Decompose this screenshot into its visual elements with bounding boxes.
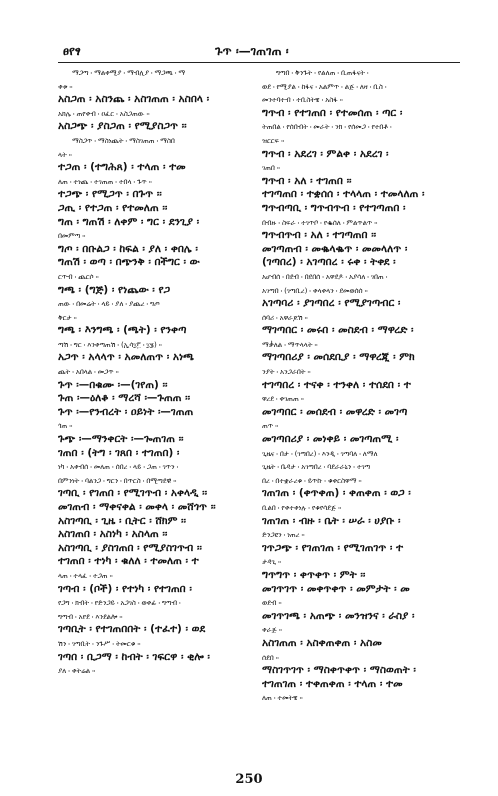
entry-text-line: ማስጋጥ ፡ ማስነጨት ፡ ማስገጠጠ ፡ ማስበ <box>72 135 175 145</box>
entry-text-line: ግጣብ ፡ አየደ ፡ እንደልሎ ፡፡ <box>58 611 123 621</box>
entry-text-line: ወደብ ፡፡ <box>262 598 282 608</box>
entry-text-line: ድንጋዩን ፡ ነጠረ ፡፡ <box>262 530 305 540</box>
entry-headword-line: አስጋጭ ፡ ያስጋጠ ፡ የሚያስጋጥ ፡፡ <box>58 120 187 133</box>
entry-text-line: ያለ ፡ ቀትሬል ፡፡ <box>58 666 96 676</box>
entry-text-line: አሆብሰ ፡ በደብ ፡ በደበሰ ፡ አዋደዶ ፡ አያሳለ ፡ ገበጠ ፡ <box>262 271 388 281</box>
running-head-left: ፀየፃ <box>63 44 81 58</box>
entry-headword-line: ገጠገጠ ፡ (ቀጥቀጠ) ፡ ቀጠቀጠ ፡ ወጋ ፡ <box>262 487 411 500</box>
entry-text-line: ቀቱ ፡፡ <box>58 81 73 91</box>
entry-headword-line: ተገጣበረ ፡ ተናቀ ፡ ተንቀለ ፡ ተሰደበ ፡ ተ <box>262 378 411 391</box>
entry-text-line: ጣሽ ፡ ግር ፡ እንቀጣጠሽ ፡ (ኢሳ፲፫ ፡ ፲፮) ፡፡ <box>58 339 162 349</box>
page-number: 250 <box>235 772 263 787</box>
entry-text-line: ጎጠ ፡፡ <box>58 421 73 431</box>
entry-headword-line: አጋጥ ፡ አላላጥ ፡ አመለጠጥ ፡ አነጫ <box>58 351 194 364</box>
entry-headword-line: ግጥብጣቢ ፡ ግጥብጥብ ፡ የተገጣጠበ ፡ <box>262 201 406 214</box>
entry-headword-line: አስጋጠ ፡ አስንጨ ፡ አስገጠጠ ፡ አስበላ ፡ <box>58 93 210 106</box>
entry-headword-line: ገጠገጠ ፡ ብዙ ፡ ቤት ፡ ሠራ ፡ ሀያቡ ፡ <box>262 514 401 527</box>
running-head-center: ጉጥ ፡—ገጠገጠ ፡ <box>215 44 289 58</box>
entry-text-line: ሽን ፡ ገጣቢት ፡ ንጉሥ ፡ ትመርቁ ፡፡ <box>58 638 141 648</box>
entry-headword-line: ጉጭ ፡—ማንቀርት ፡—ጐጠገጠ ፡፡ <box>58 433 184 446</box>
entry-headword-line: ግጫ ፡ እንግጫ ፡ (ጫት) ፡ የንቀጣ <box>58 324 187 337</box>
entry-text-line: ታዳጊ ፡፡ <box>262 557 281 567</box>
entry-headword-line: ግጥብ ፡ አደረገ ፡ ምልቀ ፡ አደረገ ፡ <box>262 147 389 160</box>
entry-headword-line: አስገጠጠ ፡ አስቀጠቀጠ ፡ አስመ <box>262 636 382 649</box>
entry-text-line: መንተባተብ ፡ ተቢስትዌ ፡ አስፋ ፡፡ <box>262 95 343 105</box>
entry-text-line: የጋግ ፡ ክብት ፡ የድንጋይ ፡ አጋገስ ፡ ወቀፊ ፡ ግጣብ ፡ <box>58 598 181 608</box>
entry-headword-line: ግጠ ፡ ግጠሽ ፡ ለቀም ፡ ግር ፡ ደንጊያ ፡ <box>58 215 200 228</box>
entry-text-line: ትጠበል ፡ የሰበብት ፡ መራት ፡ ንክ ፡ የሰመጋ ፡ የተበቶ ፡ <box>262 122 392 132</box>
entry-headword-line: መገጣበር ፡ መሰደብ ፡ መዋረድ ፡ መገጣ <box>262 405 408 418</box>
entry-text-line: በብዙ ፡ ስፍራ ፡ ተገጥቦ ፡ የቈሰለ ፡ ምልጥልጥ ፡፡ <box>262 217 378 227</box>
entry-headword-line: መገጥገጥ ፡ መቀጥቀጥ ፡ መምታት ፡ መ <box>262 582 410 595</box>
entry-text-line: ጠጥ ፡፡ <box>262 421 279 431</box>
entry-headword-line: ግጠሽ ፡ ወጣ ፡ በጭንቅ ፡ በችግር ፡ ው <box>58 256 200 269</box>
entry-headword-line: ገጠበ ፡ (ትግ ፡ ገጸበ ፡ ተገጠበ) ፡ <box>58 446 180 459</box>
entry-headword-line: መገጣጠብ ፡ መቈላቈጥ ፡ መመላለጥ ፡ <box>262 242 408 255</box>
entry-headword-line: ጉጠ ፡—ዕለቆ ፡ ማረሻ ፡—ጉጠጠ ፡፡ <box>58 392 191 405</box>
entry-text-line: ጊዜና ፡ በታ ፡ (ገጣበረ) ፡ እንዲ ፡ ገጣባለ ፡ ለማለ <box>262 448 378 458</box>
entry-headword-line: ተገጠበ ፡ ተነካ ፡ ቁለለ ፡ ተመለጠ ፡ ተ <box>58 555 199 568</box>
entry-text-line: አገጣበ ፡ (ገጣቢረ) ፡ ቀላቀላን ፡ ደመወሰሰ ፡፡ <box>262 285 368 295</box>
entry-text-line: ጊዜት ፡ ቤዳታ ፡ አገጣበረ ፡ ባደራራኒን ፡ ተገጣ <box>262 462 371 472</box>
entry-headword-line: ተጋጠ ፡ (ተግሕጸ) ፡ ተላጠ ፡ ተመ <box>58 161 186 174</box>
entry-text-line: ለጠ ፡ ተነጨ ፡ ተገጠጠ ፡ ተበላ ፡ ጉጥ ፡፡ <box>58 176 152 186</box>
entry-headword-line: ተገጣጠበ ፡ ተቋሰሰ ፡ ተላላጠ ፡ ተመላለጠ ፡ <box>262 188 425 201</box>
entry-text-line: ርጥብ ፡ ጨርሶ ፡፡ <box>58 271 99 281</box>
entry-text-line: ሰባሪ ፡ አዋራጆሽ ፡፡ <box>262 312 308 322</box>
entry-headword-line: ተጋጭ ፡ የሚጋጥ ፡ በጉጥ ፡፡ <box>58 188 162 201</box>
entry-text-line: ሰደበ ፡፡ <box>262 652 279 662</box>
entry-text-line: ዋረደ ፡ ቀገጠጠ ፡፡ <box>262 394 304 404</box>
entry-text-line: ገጠበ ፡፡ <box>262 163 280 173</box>
entry-headword-line: ገጣቢት ፡ የተገጠበበት ፡ (ተፈተ) ፡ ወደ <box>58 623 206 636</box>
entry-headword-line: መገጥገጫ ፡ አጠጭ ፡ መንዝንና ፡ ራስያ ፡ <box>262 609 415 622</box>
entry-headword-line: ግጦ ፡ በቡልጋ ፡ ከፍል ፡ ያለ ፡ ቀበሌ ፡ <box>58 242 198 255</box>
entry-text-line: ለጠ ፡ ተመትዌ ፡፡ <box>262 693 303 703</box>
entry-text-line: ላት ፡፡ <box>58 149 72 159</box>
entry-headword-line: መገጣበሪያ ፡ መነቀይ ፡ መገጣጠሚ ፡ <box>262 433 399 446</box>
entry-headword-line: ጉጥ ፡—የንብረት ፡ ዐይነት ፡—ገጠጠ <box>58 405 194 418</box>
entry-headword-line: ግጥብ ፡ አለ ፡ ተገጠበ ፡፡ <box>262 174 352 187</box>
entry-headword-line: ማስገጥገጥ ፡ ማስቀጥቀጥ ፡ ማስወጠት ፡ <box>262 664 416 677</box>
entry-headword-line: ማገጣበሪያ ፡ መሰደቢያ ፡ ማዋረጂ ፡ ምክ <box>262 351 415 364</box>
entry-text-line: አክሌ ፡ ጠየቀብ ፡ ዐፈር ፡ አስጋጠው ፡፡ <box>58 108 150 118</box>
entry-text-line: ንያት ፡ አንጋራበት ፡፡ <box>262 367 311 377</box>
entry-headword-line: አገጣባሪ ፡ ያገጣበረ ፡ የሚያገጣብር ፡ <box>262 297 401 310</box>
entry-headword-line: ገጣቢ ፡ የገጠበ ፡ የሚገጥብ ፡ አቀላዲ ፡፡ <box>58 487 208 500</box>
entry-headword-line: አስገጠበ ፡ አስነካ ፡ አስላጠ ፡፡ <box>58 528 168 541</box>
entry-headword-line: ግጫ ፡ (ግጅ) ፡ የነጨው ፡ የጋ <box>58 283 171 296</box>
entry-text-line: ወደ ፡ የሚያል ፡ ከፋና ፡ አልምጥ ፡ ልጅ ፡ ለዛ ፡ ቢስ ፡ <box>262 81 387 91</box>
entry-text-line: ማጋጣ ፡ ማልቀሚያ ፡ ማብሊያ ፡ ማጋጫ ፡ ማ <box>72 68 186 77</box>
entry-headword-line: ግጥግጥ ፡ ቀጥቀጥ ፡ ምት ፡፡ <box>262 568 366 581</box>
entry-headword-line: ተገጠገጠ ፡ ተቀጠቀጠ ፡ ተላጠ ፡ ተመ <box>262 677 403 690</box>
entry-headword-line: አስገጣቢ ፡ ያስገጠበ ፡ የሚያስገጥብ ፡፡ <box>58 541 202 554</box>
entry-text-line: ቀራጅ ፡፡ <box>262 625 282 635</box>
entry-text-line: ቢልበ ፡ የቀተቀነሉ ፡ የቁየሳደጅ ፡፡ <box>262 503 342 512</box>
entry-headword-line: አስገጣቢ ፡ ጊዜ ፡ ቢትር ፡ ሸክም ፡፡ <box>58 514 186 527</box>
entry-text-line: ላጠ ፡ ተላፈ ፡ ተጋጠ ፡፡ <box>58 570 113 580</box>
entry-headword-line: ጋጢ ፡ የተጋጠ ፡ የተመለጠ ፡፡ <box>58 201 168 214</box>
entry-headword-line: መገጠብ ፡ ማቀናቀል ፡ መቀላ ፡ መሸጎጥ ፡፡ <box>58 501 216 513</box>
entry-headword-line: ገጥጋጭ ፡ የገጠገጠ ፡ የሚገጠገጥ ፡ ተ <box>262 541 404 554</box>
entry-text-line: ጠው ፡ በመሬት ፡ ላይ ፡ ያለ ፡ ያጨረ ፡ ግጦ <box>58 299 160 309</box>
entry-headword-line: ገጣበ ፡ ቢጋማ ፡ ከብት ፡ ገፍርዋ ፡ ቂሎ ፡ <box>58 650 210 663</box>
entry-headword-line: ጉጥ ፡—በቁሙ ፡—(ገየጠ) ፡፡ <box>58 378 168 391</box>
entry-headword-line: (ገጣበረ) ፡ አገጣበረ ፡ ሩቀ ፡ ትቀደ ፡ <box>262 256 396 269</box>
right-column <box>262 66 462 766</box>
entry-text-line: ነካ ፡ አቀብሰ ፡ መለጠ ፡ ሰበረ ፡ ላይ ፡ ጋጠ ፡ ገጥን ፡ <box>58 462 179 472</box>
entry-text-line: ግጣበ ፡ ቅንጉት ፡ የልለጠ ፡ ቢጠፋናት ፡ <box>276 68 369 77</box>
entry-text-line: በረ ፡ በተቋራረቁ ፡ ይጥኩ ፡ ቁቀርስዋማ ፡፡ <box>262 475 362 485</box>
entry-text-line: ማቃለል ፡ ማጥላላት ፡፡ <box>262 339 318 349</box>
entry-headword-line: ማገጣበር ፡ መሩበ ፡ መስደብ ፡ ማዋረድ ፡ <box>262 324 414 337</box>
entry-headword-line: ገጣብ ፡ (ቦች) ፡ የተነካ ፡ የተገጠበ ፡ <box>58 582 192 595</box>
entry-text-line: ቅርታ ፡፡ <box>58 312 77 322</box>
entry-headword-line: ግጥብጥብ ፡ አለ ፡ ተገጣጠበ ፡፡ <box>262 229 377 242</box>
entry-text-line: ዝርርፍ ፡፡ <box>262 135 285 145</box>
entry-text-line: ጨት ፡ አበላል ፡ መጋጥ ፡፡ <box>58 367 119 377</box>
entry-text-line: በምንነት ፡ ባልንጋ ፡ ግርን ፡ በጥርስ ፡ በሚጣደዊ ፡፡ <box>58 475 177 485</box>
entry-headword-line: ግጥብ ፡ የተገጠበ ፡ የተመሰጠ ፡ ጣር ፡ <box>262 106 403 119</box>
left-column <box>58 66 258 766</box>
entry-text-line: በመምጣ ፡፡ <box>58 231 86 241</box>
header-rule <box>58 62 460 63</box>
